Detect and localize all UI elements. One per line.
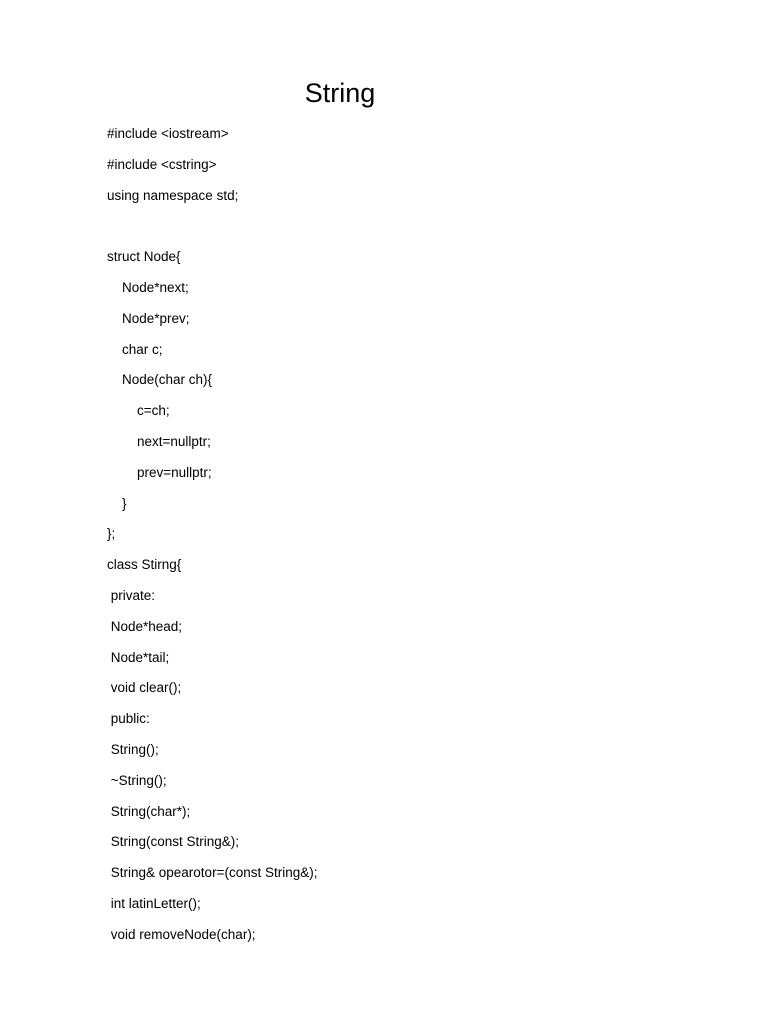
code-listing — [107, 120, 707, 952]
code-line: String(const String&); — [107, 834, 240, 850]
code-line: String(); — [107, 741, 159, 757]
code-line: struct Node{ — [107, 249, 181, 265]
code-line: #include <cstring> — [107, 156, 217, 172]
code-line: }; — [107, 526, 116, 542]
code-line: ~String(); — [107, 772, 167, 788]
code-line: int latinLetter(); — [107, 895, 201, 911]
code-line: Node*next; — [107, 279, 189, 295]
code-line: Node*tail; — [107, 649, 170, 665]
code-line: } — [107, 495, 127, 511]
document-title: String — [304, 78, 376, 108]
code-line: Node*head; — [107, 618, 183, 634]
code-line: #include <iostream> — [107, 126, 229, 141]
code-line: using namespace std; — [107, 187, 239, 203]
code-line: Node*prev; — [107, 310, 190, 326]
code-line: String& opearotor=(const String&); — [107, 865, 318, 881]
code-line: String(char*); — [107, 803, 191, 819]
code-line: class Stirng{ — [107, 557, 182, 573]
code-line: private: — [107, 587, 156, 603]
code-line: c=ch; — [107, 403, 170, 419]
code-line: void removeNode(char); — [107, 926, 256, 942]
code-line — [107, 212, 707, 243]
code-line: void clear(); — [107, 680, 182, 696]
code-line: char c; — [107, 341, 163, 357]
code-line: next=nullptr; — [107, 433, 211, 449]
code-line: public: — [107, 711, 150, 727]
code-line: prev=nullptr; — [107, 464, 212, 480]
code-line: Node(char ch){ — [107, 372, 213, 388]
